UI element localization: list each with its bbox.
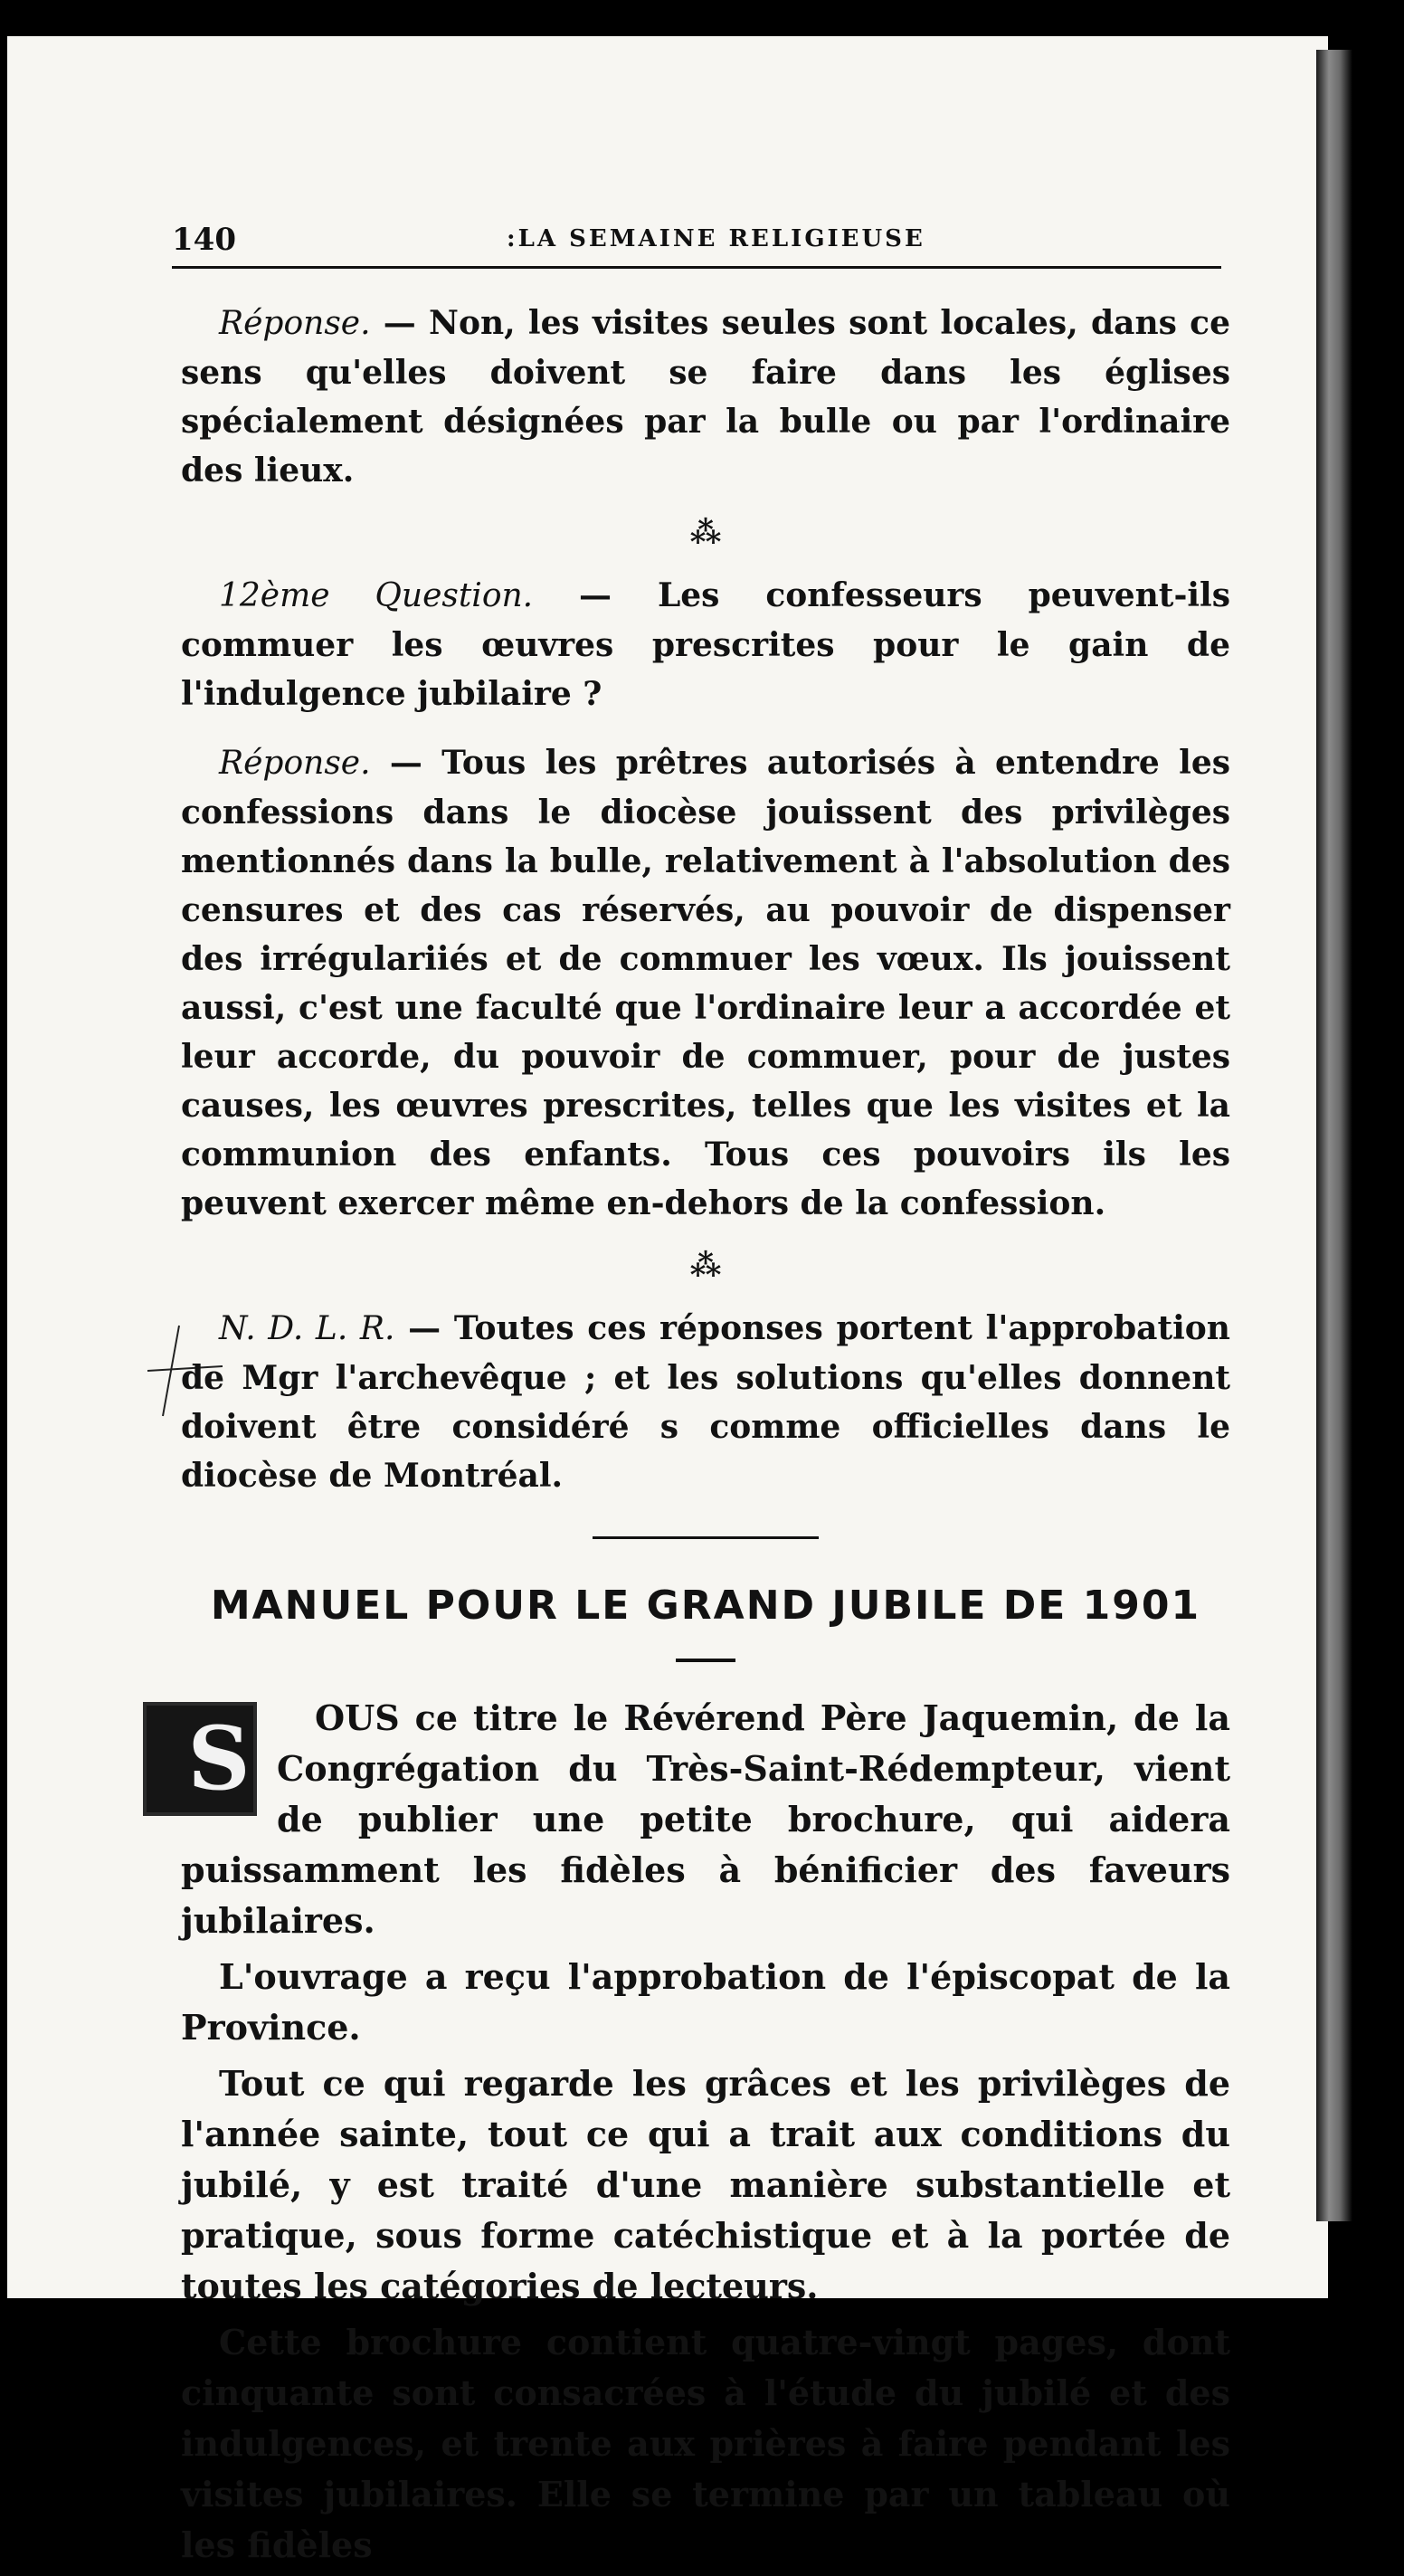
page-body <box>181 299 1230 2576</box>
asterism-divider: ⁂ <box>689 1248 722 1284</box>
article-paragraph: Tout ce qui regarde les grâces et les privilèges de l'année sainte, tout ce qui a trait aux conditions du jubilé, y est traité d'une manière substantielle et pratique, sous forme catéchistique et à la portée de toutes les catégories de lecteurs. <box>181 2063 1230 2306</box>
page-number: 140 <box>172 222 236 258</box>
header-rule <box>172 266 1221 269</box>
article-paragraph <box>181 1693 1230 1946</box>
page-header <box>172 222 1221 258</box>
running-title: :LA SEMAINE RELIGIEUSE <box>507 225 925 252</box>
article-title: MANUEL POUR LE GRAND JUBILE DE 1901 <box>210 1583 1201 1629</box>
article-body <box>181 1693 1230 2571</box>
reponse-label: Réponse. <box>219 305 371 342</box>
section-divider <box>593 1536 819 1539</box>
reponse-text: — Tous les prêtres autorisés à entendre les confessions dans le diocèse jouissent des privilèges mentionnés dans la bulle, relativement à l'absolution des censures et des cas réservés, au pouvoir de dispenser des irrégulariiés et de commuer les vœux. Ils jouissent aussi, c'est une faculté que l'ordinaire leur a accordée et leur accorde, du pouvoir de commuer, pour de justes causes, les œuvres prescrites, telles que les visites et la communion des enfants. Tous ces pouvoirs ils les peuvent exercer même en-dehors de la confession. <box>181 744 1230 1222</box>
ndlr-label: N. D. L. R. <box>219 1310 395 1347</box>
question-12 <box>181 571 1230 718</box>
adjacent-page-edge <box>1316 50 1352 2221</box>
asterism-divider: ⁂ <box>689 515 722 551</box>
dropcap-s: S <box>143 1702 257 1816</box>
editor-note <box>181 1304 1230 1500</box>
question-text: — Les confesseurs peuvent-ils commuer les œuvres prescrites pour le gain de l'indulgence jubilaire ? <box>181 576 1230 713</box>
article-paragraph: L'ouvrage a reçu l'approbation de l'épiscopat de la Province. <box>181 1956 1230 2048</box>
ndlr-text: — Toutes ces réponses portent l'approbation de Mgr l'archevêque ; et les solutions qu'elles donnent doivent être considéré s comme officielles dans le diocèse de Montréal. <box>181 1309 1230 1495</box>
reponse-12 <box>181 738 1230 1228</box>
title-rule <box>676 1659 735 1662</box>
question-label: 12ème Question. <box>219 577 534 614</box>
paragraph-text: OUS ce titre le Révérend Père Jaquemin, de la Congrégation du Très-Saint-Rédempteur, vient de publier une petite brochure, qui aidera puissamment les fidèles à bénificier des faveurs jubilaires. <box>181 1697 1230 1941</box>
article-paragraph: Cette brochure contient quatre-vingt pages, dont cinquante sont consacrées à l'étude du jubilé et des indulgences, et trente aux prières à faire pendant les visites jubilaires. Elle se termine par un tableau où les fidèles <box>181 2322 1230 2565</box>
reponse-text: — Non, les visites seules sont locales, dans ce sens qu'elles doivent se faire dans les églises spécialement désignées par la bulle ou par l'ordinaire des lieux. <box>181 304 1230 490</box>
reponse-11 <box>181 299 1230 495</box>
reponse-label: Réponse. <box>219 745 371 782</box>
